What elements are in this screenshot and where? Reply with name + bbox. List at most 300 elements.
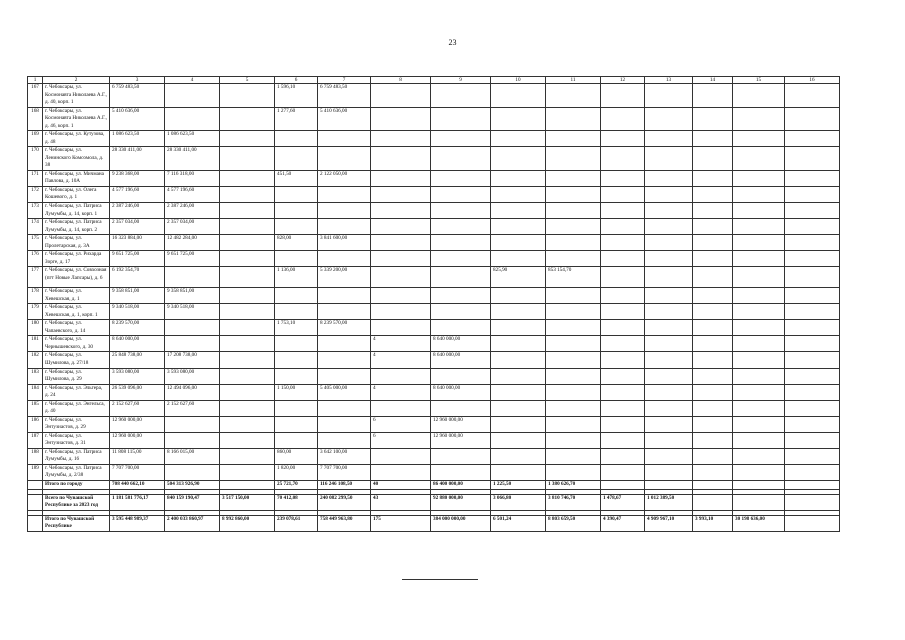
cell-col-10 <box>491 384 546 400</box>
cell-col-15 <box>733 400 785 416</box>
cell-col-14: 3 993,10 <box>693 515 733 531</box>
cell-col-12 <box>601 464 645 480</box>
cell-col-6: 1 820,00 <box>275 464 318 480</box>
cell-col-13 <box>645 400 693 416</box>
cell-col-13 <box>645 288 693 304</box>
cell-col-7 <box>318 368 371 384</box>
cell-col-12 <box>601 235 645 251</box>
cell-col-12: 4 390,47 <box>601 515 645 531</box>
cell-col-6: 860,00 <box>275 448 318 464</box>
cell-col-6: 1 277,60 <box>275 107 318 131</box>
cell-col-9: 8 640 000,00 <box>431 336 491 352</box>
cell-col-16 <box>785 416 840 432</box>
cell-col-4 <box>165 464 220 480</box>
cell-col-3: 7 707 700,00 <box>110 464 165 480</box>
cell-col-8: 6 <box>371 416 431 432</box>
cell-col-3: 16 323 884,00 <box>110 235 165 251</box>
cell-col-11 <box>546 219 601 235</box>
footer-divider <box>402 579 478 580</box>
cell-col-6 <box>275 304 318 320</box>
cell-col-16 <box>785 384 840 400</box>
cell-col-1: 169 <box>28 131 43 147</box>
cell-col-9: 9 <box>431 77 491 84</box>
cell-col-11 <box>546 320 601 336</box>
cell-col-13 <box>645 170 693 186</box>
table-row <box>28 432 840 448</box>
cell-col-4 <box>165 107 220 131</box>
cell-col-5 <box>220 235 275 251</box>
cell-col-10: 1 225,50 <box>491 480 546 489</box>
cell-col-12 <box>601 320 645 336</box>
cell-col-11 <box>546 416 601 432</box>
cell-col-13 <box>645 304 693 320</box>
cell-col-14 <box>693 336 733 352</box>
cell-col-4: 4 577 196,60 <box>165 186 220 202</box>
cell-col-5 <box>220 368 275 384</box>
cell-col-7: 5 405 000,00 <box>318 384 371 400</box>
table-row <box>28 448 840 464</box>
table-row <box>28 352 840 368</box>
cell-col-5 <box>220 336 275 352</box>
cell-col-7: 116 246 108,50 <box>318 480 371 489</box>
total-2023-row <box>28 494 840 510</box>
cell-col-8: 6 <box>371 432 431 448</box>
cell-col-2: г. Чебоксары, ул. Патриса Лумумбы, д. 2/38 <box>43 464 110 480</box>
cell-col-9: 8 640 000,00 <box>431 352 491 368</box>
cell-col-12 <box>601 147 645 171</box>
cell-col-2: г. Чебоксары, ул. Мичмана Павлова, д. 10А <box>43 170 110 186</box>
cell-col-14 <box>693 107 733 131</box>
cell-col-7: 7 <box>318 77 371 84</box>
cell-col-9: 86 400 000,00 <box>431 480 491 489</box>
table-row <box>28 235 840 251</box>
cell-col-10: 3 066,80 <box>491 494 546 510</box>
cell-col-12 <box>601 131 645 147</box>
cell-col-7 <box>318 288 371 304</box>
cell-col-5 <box>220 147 275 171</box>
cell-col-9 <box>431 368 491 384</box>
cell-col-3: 28 330 411,00 <box>110 147 165 171</box>
cell-col-10 <box>491 131 546 147</box>
cell-col-13 <box>645 448 693 464</box>
cell-col-3: 12 960 000,00 <box>110 432 165 448</box>
cell-col-8 <box>371 107 431 131</box>
cell-col-7 <box>318 432 371 448</box>
cell-col-15 <box>733 384 785 400</box>
cell-col-12 <box>601 480 645 489</box>
cell-col-13 <box>645 384 693 400</box>
cell-col-1: 188 <box>28 448 43 464</box>
cell-col-8 <box>371 147 431 171</box>
cell-col-13 <box>645 464 693 480</box>
cell-col-1: 182 <box>28 352 43 368</box>
cell-col-14 <box>693 170 733 186</box>
cell-col-5 <box>220 267 275 288</box>
table-row <box>28 368 840 384</box>
cell-col-6 <box>275 131 318 147</box>
cell-col-16 <box>785 84 840 108</box>
cell-col-9 <box>431 147 491 171</box>
cell-col-12 <box>601 186 645 202</box>
cell-col-6 <box>275 336 318 352</box>
cell-col-5: 5 <box>220 77 275 84</box>
cell-col-10 <box>491 320 546 336</box>
cell-col-15 <box>733 170 785 186</box>
cell-col-15 <box>733 147 785 171</box>
cell-col-4 <box>165 84 220 108</box>
cell-col-3: 4 577 196,60 <box>110 186 165 202</box>
cell-col-5 <box>220 320 275 336</box>
cell-col-5 <box>220 400 275 416</box>
table-row <box>28 384 840 400</box>
cell-col-15: 30 198 636,00 <box>733 515 785 531</box>
cell-col-7: 8 239 570,00 <box>318 320 371 336</box>
cell-col-12 <box>601 251 645 267</box>
cell-col-1: 181 <box>28 336 43 352</box>
cell-col-9 <box>431 131 491 147</box>
table-row <box>28 464 840 480</box>
cell-col-9 <box>431 448 491 464</box>
cell-col-6: 25 721,70 <box>275 480 318 489</box>
cell-col-8 <box>371 186 431 202</box>
cell-col-14 <box>693 251 733 267</box>
cell-col-12 <box>601 170 645 186</box>
cell-col-3: 6 759 483,50 <box>110 84 165 108</box>
cell-col-2: г. Чебоксары, ул. Ленинского Комсомола, д. 38 <box>43 147 110 171</box>
cell-col-14 <box>693 84 733 108</box>
cell-col-8: 175 <box>371 515 431 531</box>
cell-col-3: 26 539 096,00 <box>110 384 165 400</box>
cell-col-16: 16 <box>785 77 840 84</box>
cell-col-5 <box>220 131 275 147</box>
cell-col-16 <box>785 432 840 448</box>
cell-col-8 <box>371 464 431 480</box>
cell-col-4: 9 340 518,00 <box>165 304 220 320</box>
cell-col-2: г. Чебоксары, ул. Хевешская, д. 1, корп. 1 <box>43 304 110 320</box>
cell-col-6 <box>275 147 318 171</box>
cell-col-7: 6 759 483,50 <box>318 84 371 108</box>
cell-col-16 <box>785 336 840 352</box>
cell-col-5 <box>220 202 275 218</box>
cell-col-13 <box>645 186 693 202</box>
cell-col-12 <box>601 304 645 320</box>
page-number: 23 <box>448 38 457 47</box>
cell-col-7 <box>318 251 371 267</box>
cell-col-14 <box>693 267 733 288</box>
cell-col-7: 5 410 636,00 <box>318 107 371 131</box>
cell-col-16 <box>785 170 840 186</box>
cell-col-5 <box>220 384 275 400</box>
cell-col-9 <box>431 251 491 267</box>
cell-col-16 <box>785 400 840 416</box>
cell-col-8: 4 <box>371 352 431 368</box>
table-row <box>28 320 840 336</box>
cell-col-9 <box>431 107 491 131</box>
cell-col-3: 708 440 662,10 <box>110 480 165 489</box>
cell-col-7 <box>318 416 371 432</box>
cell-col-7 <box>318 147 371 171</box>
cell-col-4: 17 208 738,00 <box>165 352 220 368</box>
cell-col-5 <box>220 107 275 131</box>
cell-col-5 <box>220 170 275 186</box>
cell-col-6: 1 136,00 <box>275 267 318 288</box>
cell-col-2: г. Чебоксары, ул. Патриса Лумумбы, д. 16 <box>43 448 110 464</box>
table-row <box>28 84 840 108</box>
cell-col-7: 3 642 100,00 <box>318 448 371 464</box>
cell-col-15 <box>733 480 785 489</box>
cell-col-11 <box>546 84 601 108</box>
cell-col-2: г. Чебоксары, ул. Космонавта Николаева А.Г., д. 40, корп. 1 <box>43 84 110 108</box>
cell-col-4: 2 152 627,60 <box>165 400 220 416</box>
cell-col-3: 11 808 115,00 <box>110 448 165 464</box>
cell-col-8 <box>371 448 431 464</box>
cell-col-15 <box>733 288 785 304</box>
cell-col-15 <box>733 107 785 131</box>
table-row <box>28 336 840 352</box>
cell-col-4: 9 358 851,00 <box>165 288 220 304</box>
cell-col-16 <box>785 352 840 368</box>
cell-col-1: 167 <box>28 84 43 108</box>
cell-col-7: 5 339 200,00 <box>318 267 371 288</box>
cell-col-15 <box>733 131 785 147</box>
cell-col-13 <box>645 131 693 147</box>
cell-col-13 <box>645 147 693 171</box>
table-row <box>28 202 840 218</box>
cell-col-9 <box>431 202 491 218</box>
cell-col-8 <box>371 84 431 108</box>
cell-col-12 <box>601 84 645 108</box>
cell-col-6 <box>275 416 318 432</box>
cell-col-9 <box>431 464 491 480</box>
cell-col-8: 4 <box>371 384 431 400</box>
cell-col-11 <box>546 432 601 448</box>
table-row <box>28 267 840 288</box>
cell-col-16 <box>785 267 840 288</box>
cell-col-9 <box>431 170 491 186</box>
cell-col-3: 3 595 448 989,37 <box>110 515 165 531</box>
cell-col-15 <box>733 336 785 352</box>
cell-col-9 <box>431 186 491 202</box>
cell-col-8 <box>371 288 431 304</box>
cell-col-1 <box>28 480 43 489</box>
cell-col-6 <box>275 432 318 448</box>
cell-col-4: 2 400 033 860,97 <box>165 515 220 531</box>
cell-col-15 <box>733 84 785 108</box>
table-row <box>28 288 840 304</box>
cell-col-8 <box>371 170 431 186</box>
cell-col-15 <box>733 432 785 448</box>
cell-col-14 <box>693 494 733 510</box>
cell-col-8: 40 <box>371 480 431 489</box>
cell-col-1: 174 <box>28 219 43 235</box>
cell-col-7 <box>318 400 371 416</box>
cell-col-4: 2 387 246,00 <box>165 202 220 218</box>
cell-col-10: 825,90 <box>491 267 546 288</box>
cell-col-16 <box>785 320 840 336</box>
cell-col-7 <box>318 186 371 202</box>
cell-col-13: 13 <box>645 77 693 84</box>
cell-col-1: 184 <box>28 384 43 400</box>
cell-col-11 <box>546 147 601 171</box>
cell-col-3: 8 640 000,00 <box>110 336 165 352</box>
cell-col-14 <box>693 480 733 489</box>
cell-col-10 <box>491 170 546 186</box>
table-row <box>28 170 840 186</box>
cell-col-3: 3 593 080,00 <box>110 368 165 384</box>
cell-col-16 <box>785 219 840 235</box>
cell-col-7: 2 122 050,00 <box>318 170 371 186</box>
table-row <box>28 147 840 171</box>
cell-col-1: 187 <box>28 432 43 448</box>
cell-col-6 <box>275 288 318 304</box>
cell-col-13 <box>645 432 693 448</box>
cell-col-2: г. Чебоксары, ул. Патриса Лумумбы, д. 14, корп. 1 <box>43 202 110 218</box>
cell-col-14 <box>693 186 733 202</box>
cell-col-3: 25 848 738,00 <box>110 352 165 368</box>
cell-col-13 <box>645 352 693 368</box>
cell-col-13: 1 012 389,50 <box>645 494 693 510</box>
cell-col-10 <box>491 147 546 171</box>
cell-col-11: 8 803 659,50 <box>546 515 601 531</box>
cell-col-12 <box>601 288 645 304</box>
cell-col-9: 384 000 000,00 <box>431 515 491 531</box>
cell-col-4: 12 482 284,00 <box>165 235 220 251</box>
cell-col-16 <box>785 186 840 202</box>
cell-col-3: 12 960 000,00 <box>110 416 165 432</box>
cell-col-10 <box>491 464 546 480</box>
cell-col-1: 183 <box>28 368 43 384</box>
cell-col-11: 3 810 746,70 <box>546 494 601 510</box>
cell-col-16 <box>785 288 840 304</box>
cell-col-13 <box>645 251 693 267</box>
cell-col-6: 70 412,08 <box>275 494 318 510</box>
cell-col-14 <box>693 219 733 235</box>
cell-col-16 <box>785 448 840 464</box>
cell-col-2: г. Чебоксары, ул. Эльгера, д. 24 <box>43 384 110 400</box>
cell-col-5 <box>220 416 275 432</box>
cell-col-14 <box>693 368 733 384</box>
cell-col-4: 4 <box>165 77 220 84</box>
cell-col-9: 8 640 000,00 <box>431 384 491 400</box>
cell-col-15 <box>733 320 785 336</box>
cell-col-10 <box>491 219 546 235</box>
cell-col-1 <box>28 494 43 510</box>
cell-col-1: 173 <box>28 202 43 218</box>
cell-col-8: 43 <box>371 494 431 510</box>
cell-col-16 <box>785 235 840 251</box>
cell-col-7 <box>318 352 371 368</box>
cell-col-13 <box>645 320 693 336</box>
cell-col-16 <box>785 107 840 131</box>
cell-col-6: 1 753,10 <box>275 320 318 336</box>
cell-col-15 <box>733 368 785 384</box>
cell-col-2: г. Чебоксары, ул. Совхозная (пгт Новые Лапсары), д. 6 <box>43 267 110 288</box>
cell-col-7 <box>318 219 371 235</box>
cell-col-8: 4 <box>371 336 431 352</box>
cell-col-5: 3 517 150,00 <box>220 494 275 510</box>
cell-col-8 <box>371 320 431 336</box>
cell-col-12 <box>601 352 645 368</box>
cell-col-15 <box>733 464 785 480</box>
housing-repair-table <box>27 76 840 532</box>
cell-col-1: 172 <box>28 186 43 202</box>
cell-col-5 <box>220 352 275 368</box>
cell-col-9 <box>431 219 491 235</box>
cell-col-15 <box>733 304 785 320</box>
cell-col-11 <box>546 304 601 320</box>
cell-col-13 <box>645 336 693 352</box>
cell-col-2: г. Чебоксары, ул. Космонавта Николаева А.Г., д. 46, корп. 1 <box>43 107 110 131</box>
cell-col-15: 15 <box>733 77 785 84</box>
cell-col-4: 1 086 623,50 <box>165 131 220 147</box>
cell-col-15 <box>733 416 785 432</box>
cell-col-6: 451,50 <box>275 170 318 186</box>
cell-col-14 <box>693 131 733 147</box>
cell-col-14 <box>693 432 733 448</box>
cell-col-2: г. Чебоксары, ул. Патриса Лумумбы, д. 14, корп. 2 <box>43 219 110 235</box>
cell-col-8 <box>371 251 431 267</box>
cell-col-11: 853 154,70 <box>546 267 601 288</box>
cell-col-16 <box>785 464 840 480</box>
cell-col-15 <box>733 352 785 368</box>
cell-col-5 <box>220 186 275 202</box>
cell-col-16 <box>785 494 840 510</box>
cell-col-14 <box>693 400 733 416</box>
cell-col-16 <box>785 368 840 384</box>
cell-col-12 <box>601 400 645 416</box>
cell-col-12: 1 478,67 <box>601 494 645 510</box>
cell-col-4: 504 313 926,90 <box>165 480 220 489</box>
cell-col-9 <box>431 304 491 320</box>
cell-col-15 <box>733 219 785 235</box>
cell-col-13 <box>645 202 693 218</box>
cell-col-15 <box>733 494 785 510</box>
cell-col-15 <box>733 448 785 464</box>
cell-col-7 <box>318 304 371 320</box>
cell-col-7: 7 707 700,00 <box>318 464 371 480</box>
cell-col-10 <box>491 416 546 432</box>
cell-col-16 <box>785 480 840 489</box>
cell-col-3: 1 086 623,50 <box>110 131 165 147</box>
cell-col-2: г. Чебоксары, ул. Шумилова, д. 29 <box>43 368 110 384</box>
cell-col-2: Всего по Чувашской Республике за 2023 год <box>43 494 110 510</box>
cell-col-6 <box>275 400 318 416</box>
cell-col-3: 2 387 246,00 <box>110 202 165 218</box>
cell-col-12 <box>601 448 645 464</box>
table-row <box>28 416 840 432</box>
cell-col-8 <box>371 400 431 416</box>
cell-col-14 <box>693 352 733 368</box>
cell-col-3: 2 152 627,60 <box>110 400 165 416</box>
cell-col-2: г. Чебоксары, ул. Энгельса, д. 40 <box>43 400 110 416</box>
table-row <box>28 131 840 147</box>
cell-col-14 <box>693 147 733 171</box>
cell-col-10 <box>491 448 546 464</box>
cell-col-5 <box>220 84 275 108</box>
cell-col-9: 92 880 000,00 <box>431 494 491 510</box>
cell-col-4: 9 651 725,00 <box>165 251 220 267</box>
cell-col-1: 186 <box>28 416 43 432</box>
cell-col-11: 1 380 626,70 <box>546 480 601 489</box>
cell-col-10 <box>491 235 546 251</box>
cell-col-9: 12 960 000,00 <box>431 416 491 432</box>
cell-col-6 <box>275 352 318 368</box>
cell-col-13: 4 909 967,10 <box>645 515 693 531</box>
table-header-row <box>28 77 840 84</box>
cell-col-16 <box>785 251 840 267</box>
cell-col-12 <box>601 202 645 218</box>
cell-col-3: 2 357 034,00 <box>110 219 165 235</box>
